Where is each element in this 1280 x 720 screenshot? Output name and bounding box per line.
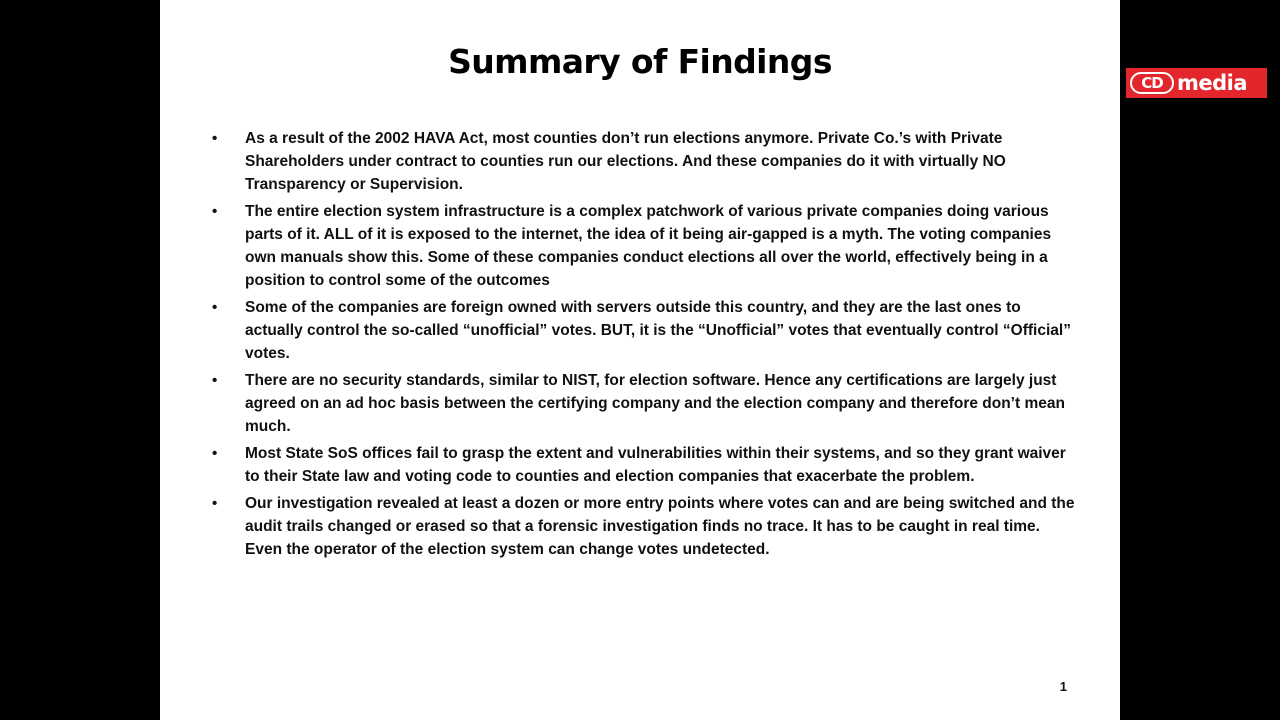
slide — [160, 0, 1120, 720]
list-item — [210, 200, 1080, 292]
list-item — [210, 442, 1080, 488]
list-item — [210, 369, 1080, 438]
logo-word: media — [1177, 71, 1248, 95]
bullet-text: There are no security standards, similar to NIST, for election software. Hence any certifications are largely just agreed on an ad hoc basis between the certifying company and the election company and therefore don’t mean much. — [245, 372, 1065, 435]
bullet-text: Some of the companies are foreign owned with servers outside this country, and they are the last ones to actually control the so-called “unofficial” votes. BUT, it is the “Unofficial” votes that eventually control “Official” votes. — [245, 299, 1071, 362]
bullet-icon: • — [212, 495, 218, 512]
bullet-text: Our investigation revealed at least a dozen or more entry points where votes can and are being switched and the audit trails changed or erased so that a forensic investigation finds no trace. It has to be caught in real time. Even the operator of the election system can change votes undetected. — [245, 495, 1075, 558]
logo-mark: CD — [1130, 72, 1174, 94]
bullet-icon: • — [212, 130, 218, 147]
bullet-text: As a result of the 2002 HAVA Act, most counties don’t run elections anymore. Private Co.’s with Private Shareholders under contract to counties run our elections. And these companies do it with virtually NO Transparency or Supervision. — [245, 130, 1006, 193]
bullet-icon: • — [212, 299, 218, 316]
list-item — [210, 296, 1080, 365]
list-item — [210, 492, 1080, 561]
cd-media-logo — [1126, 68, 1267, 98]
bullet-icon: • — [212, 203, 218, 220]
slide-title: Summary of Findings — [448, 42, 832, 81]
bullet-icon: • — [212, 372, 218, 389]
bullet-text: The entire election system infrastructure is a complex patchwork of various private companies doing various parts of it. ALL of it is exposed to the internet, the idea of it being air-gapped is a myth. The voting companies own manuals show this. Some of these companies conduct elections all over the world, effectively being in a position to control some of the outcomes — [245, 203, 1052, 289]
list-item — [210, 127, 1080, 196]
bullet-text: Most State SoS offices fail to grasp the extent and vulnerabilities within their systems, and so they grant waiver to their State law and voting code to counties and election companies that exacerbate the problem. — [245, 445, 1066, 485]
bullet-icon: • — [212, 445, 218, 462]
page-number: 1 — [1059, 679, 1067, 694]
findings-list — [210, 127, 1080, 565]
